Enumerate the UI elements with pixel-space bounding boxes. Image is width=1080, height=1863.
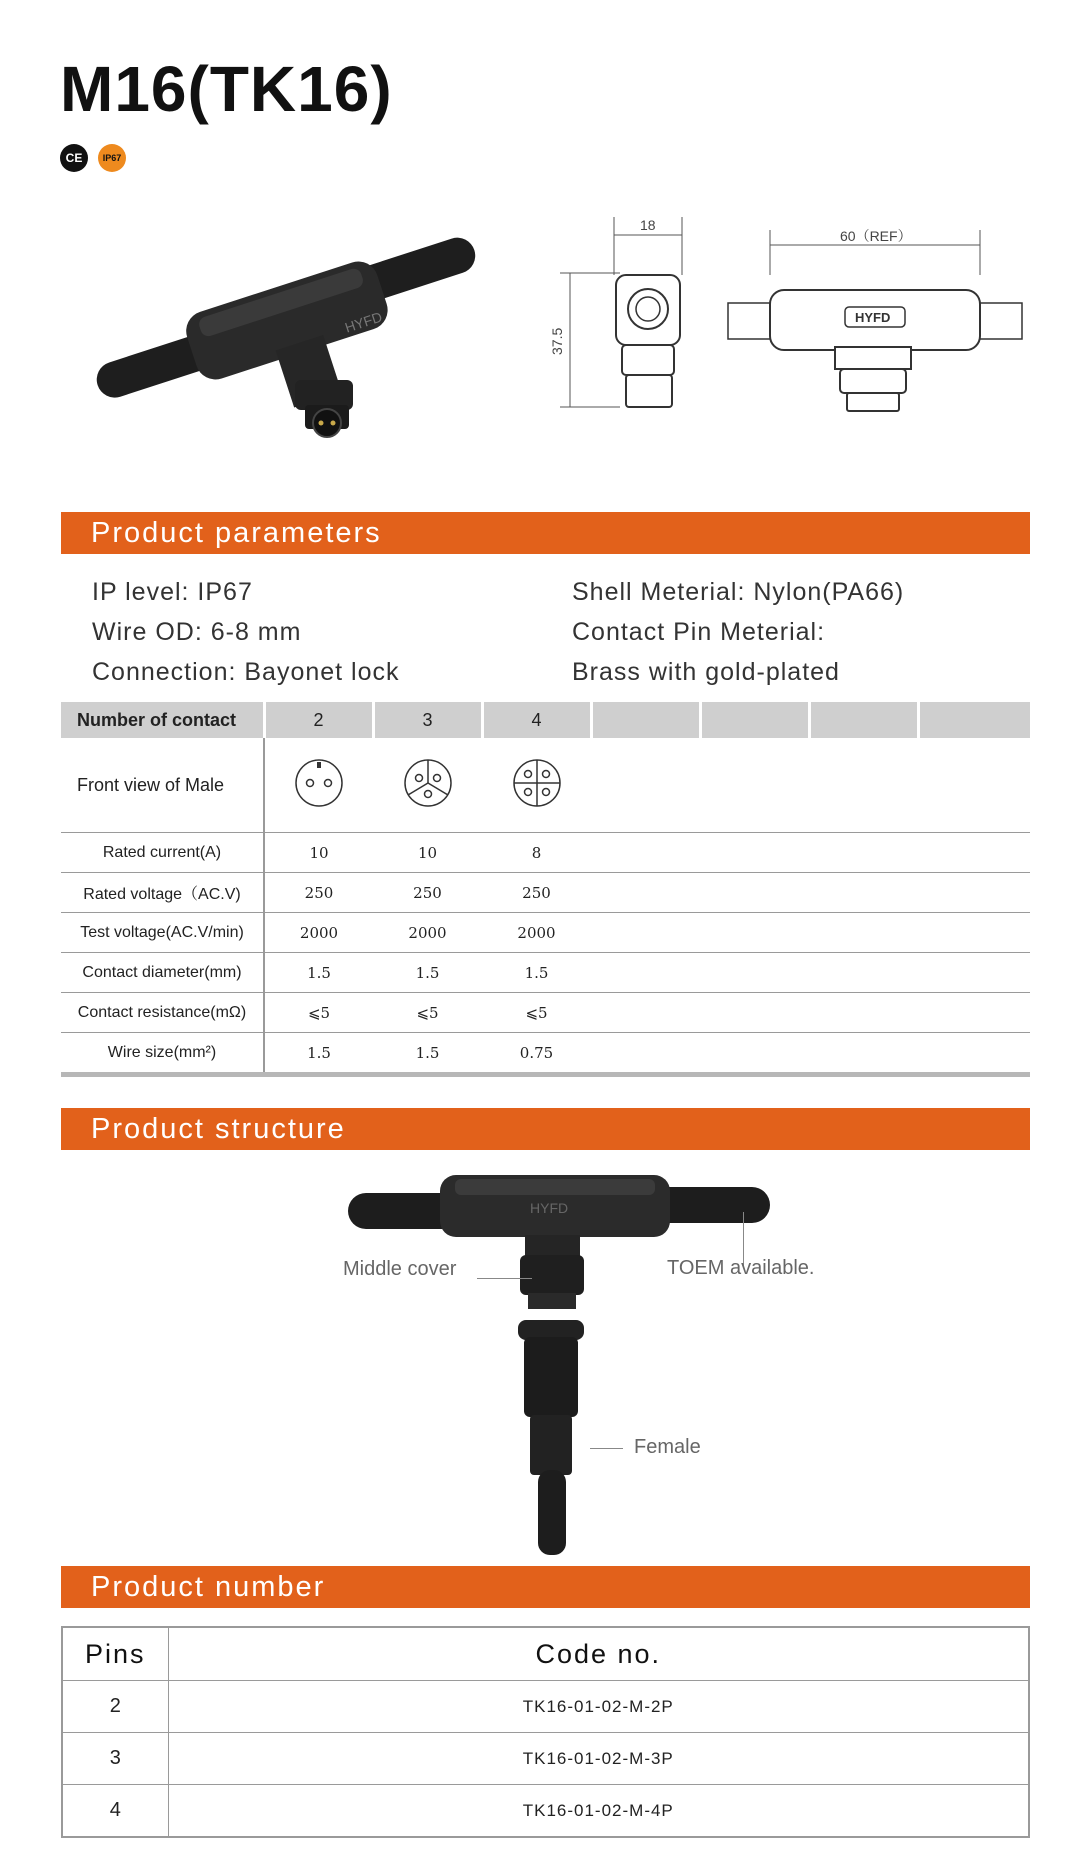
pin-layout-4-icon [512, 758, 562, 808]
row-label: Contact diameter(mm) [61, 953, 264, 993]
code-cell: TK16-01-02-M-3P [168, 1733, 1029, 1785]
empty-cell [918, 993, 1030, 1033]
table-row [62, 1785, 1029, 1838]
spec-table [61, 702, 1030, 1077]
empty-cell [809, 953, 918, 993]
empty-cell [700, 738, 809, 833]
pins-cell: 3 [62, 1733, 168, 1785]
row-label: Rated current(A) [61, 833, 264, 873]
label-female: Female [634, 1436, 701, 1458]
front-dim-width: 60（REF） [840, 228, 912, 244]
row-value: 1.5 [373, 953, 482, 993]
table-row [62, 1681, 1029, 1733]
empty-cell [809, 738, 918, 833]
side-dim-width: 18 [640, 217, 656, 233]
empty-cell [918, 833, 1030, 873]
row-label: Rated voltage（AC.V) [61, 873, 264, 913]
row-value: 10 [373, 833, 482, 873]
pins-cell: 2 [62, 1681, 168, 1733]
section-parameters: Product parameters [61, 512, 1030, 554]
empty-cell [700, 993, 809, 1033]
header-empty [591, 702, 700, 738]
empty-cell [591, 738, 700, 833]
empty-cell [591, 953, 700, 993]
row-value: 8 [482, 833, 591, 873]
param-connection: Connection: Bayonet lock [92, 658, 400, 686]
label-middle-cover: Middle cover [343, 1258, 457, 1280]
row-value: ⩽5 [482, 993, 591, 1033]
front-view-label: Front view of Male [61, 738, 264, 833]
param-contact-pin-material: Contact Pin Meterial: [572, 618, 826, 646]
empty-cell [918, 953, 1030, 993]
empty-cell [918, 913, 1030, 953]
product-number-table [61, 1626, 1030, 1838]
row-value: 0.75 [482, 1033, 591, 1075]
pins-cell: 4 [62, 1785, 168, 1838]
code-cell: TK16-01-02-M-4P [168, 1785, 1029, 1838]
female-pointer [590, 1448, 623, 1449]
pin-layout-2 [264, 738, 373, 833]
header-contact-4: 4 [482, 702, 591, 738]
empty-cell [809, 833, 918, 873]
front-view-row [61, 738, 1030, 833]
empty-cell [591, 833, 700, 873]
side-dim-height: 37.5 [549, 327, 565, 355]
header-contact-3: 3 [373, 702, 482, 738]
row-value: 250 [373, 873, 482, 913]
empty-cell [918, 738, 1030, 833]
row-value: 10 [264, 833, 373, 873]
param-wire-od: Wire OD: 6-8 mm [92, 618, 302, 646]
spec-row-rated-current [61, 833, 1030, 873]
empty-cell [809, 993, 918, 1033]
spec-row-contact-resistance [61, 993, 1030, 1033]
empty-cell [700, 833, 809, 873]
spec-row-test-voltage [61, 913, 1030, 953]
spec-header-row [61, 702, 1030, 738]
label-toem-available: TOEM available. [667, 1257, 815, 1279]
pin-layout-3-icon [403, 758, 453, 808]
certification-badges [60, 144, 126, 172]
middle-cover-pointer [477, 1278, 532, 1279]
row-value: ⩽5 [264, 993, 373, 1033]
spec-row-contact-diameter [61, 953, 1030, 993]
section-number: Product number [61, 1566, 1030, 1608]
product-logo: HYFD [342, 308, 385, 336]
row-value: 250 [264, 873, 373, 913]
structure-logo: HYFD [530, 1200, 569, 1216]
pin-layout-3 [373, 738, 482, 833]
table-row [62, 1733, 1029, 1785]
empty-cell [591, 993, 700, 1033]
page-title: M16(TK16) [60, 53, 393, 125]
param-contact-pin-plating: Brass with gold-plated [572, 658, 840, 686]
empty-cell [809, 913, 918, 953]
section-structure: Product structure [61, 1108, 1030, 1150]
spec-row-rated-voltage [61, 873, 1030, 913]
row-value: ⩽5 [373, 993, 482, 1033]
header-number-of-contact: Number of contact [61, 702, 264, 738]
front-view-drawing [725, 215, 1035, 420]
empty-cell [918, 873, 1030, 913]
row-label: Wire size(mm²) [61, 1033, 264, 1075]
empty-cell [700, 913, 809, 953]
product-photo [80, 215, 500, 445]
header-empty [918, 702, 1030, 738]
row-label: Test voltage(AC.V/min) [61, 913, 264, 953]
empty-cell [700, 1033, 809, 1075]
pin-layout-2-icon [294, 758, 344, 808]
row-value: 2000 [482, 913, 591, 953]
empty-cell [700, 873, 809, 913]
empty-cell [918, 1033, 1030, 1075]
code-cell: TK16-01-02-M-2P [168, 1681, 1029, 1733]
row-value: 250 [482, 873, 591, 913]
structure-exploded-image [340, 1165, 780, 1560]
pin-layout-4 [482, 738, 591, 833]
header-empty [700, 702, 809, 738]
ip67-badge-icon: IP67 [98, 144, 126, 172]
header-contact-2: 2 [264, 702, 373, 738]
row-value: 1.5 [264, 953, 373, 993]
empty-cell [591, 1033, 700, 1075]
header-code-no: Code no. [168, 1627, 1029, 1681]
header-pins: Pins [62, 1627, 168, 1681]
empty-cell [591, 913, 700, 953]
row-value: 1.5 [373, 1033, 482, 1075]
front-logo: HYFD [855, 310, 891, 325]
product-number-header [62, 1627, 1029, 1681]
header-empty [809, 702, 918, 738]
spec-row-wire-size [61, 1033, 1030, 1075]
row-label: Contact resistance(mΩ) [61, 993, 264, 1033]
side-view-drawing [540, 215, 710, 420]
param-shell-material: Shell Meterial: Nylon(PA66) [572, 578, 905, 606]
row-value: 1.5 [264, 1033, 373, 1075]
row-value: 1.5 [482, 953, 591, 993]
empty-cell [591, 873, 700, 913]
row-value: 2000 [373, 913, 482, 953]
ce-mark-icon: CE [60, 144, 88, 172]
empty-cell [700, 953, 809, 993]
param-ip-level: IP level: IP67 [92, 578, 253, 606]
empty-cell [809, 1033, 918, 1075]
row-value: 2000 [264, 913, 373, 953]
empty-cell [809, 873, 918, 913]
